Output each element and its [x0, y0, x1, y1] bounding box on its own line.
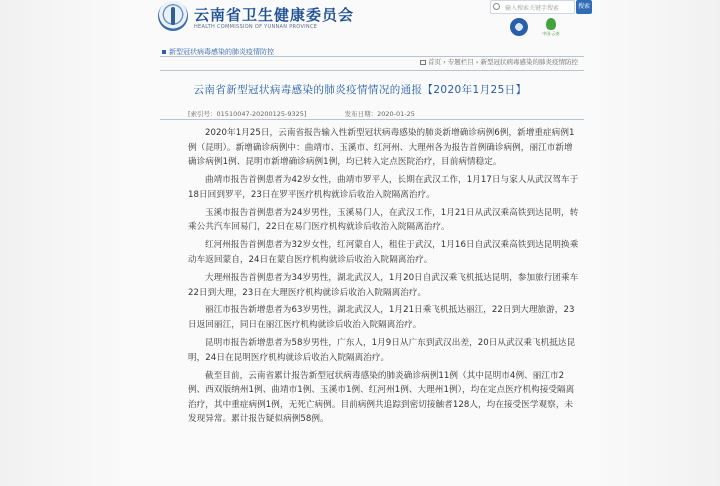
paragraph: 丽江市报告新增患者为63岁男性，湖北武汉人，1月21日乘飞机抵达丽江，22日到大理旅游，23日返回丽江，同日在丽江医疗机构就诊后收治入院隔离治疗。 — [188, 305, 575, 331]
site-header — [150, 0, 590, 46]
home-icon — [420, 60, 426, 65]
article-meta — [188, 109, 419, 118]
search-input[interactable]: 输入搜索关键字搜索 — [490, 0, 575, 14]
search-button[interactable]: 搜索 — [576, 0, 592, 14]
emblem-badge-icon[interactable] — [510, 18, 528, 36]
badge-text: 中国·云南 — [542, 31, 560, 36]
divider — [160, 119, 584, 120]
paragraph: 昆明市报告新增患者为58岁男性，广东人，1月9日从广东到武汉出差，20日从武汉乘飞机抵达昆明，24日在昆明医疗机构就诊后收治入院隔离治疗。 — [188, 338, 576, 363]
yunnan-badge-icon[interactable] — [542, 18, 560, 36]
emblem-icon[interactable] — [158, 1, 188, 31]
search-icon — [493, 3, 500, 10]
site-title[interactable]: 云南省卫生健康委员会 — [194, 6, 355, 24]
paragraph: 截至目前，云南省累计报告新型冠状病毒感染的肺炎确诊病例11例（其中昆明市4例、丽江市2例、西双版纳州1例、曲靖市1例、玉溪市1例、红河州1例、大理州1例），均在定点医疗机构接受隔离治疗，其中重症病例1例，无死亡病例。目前病例共追踪到密切接触者128人，均在接受医学观察，未发现异常。累计报告疑似病例58例。 — [188, 370, 575, 425]
paragraph: 2020年1月25日，云南省报告输入性新型冠状病毒感染的肺炎新增确诊病例6例，新增重症病例1例（昆明）。新增确诊病例中：曲靖市、玉溪市、红河州、大理州各为报告首例确诊病例，丽江市新增确诊病例1例、昆明市新增确诊病例1例，均已转入定点医院治疗，目前病情稳定。 — [188, 128, 575, 168]
paragraph: 玉溪市报告首例患者为24岁男性，玉溪易门人，在武汉工作，1月21日从武汉乘高铁到达昆明，转乘公共汽车回易门，22日在易门医疗机构就诊后收治入院隔离治疗。 — [188, 207, 579, 233]
bullet-icon — [162, 50, 166, 54]
index-number: [索引号：01510047-20200125-9325] — [188, 110, 307, 118]
publish-date: 发布日期：2020-01-25 — [344, 110, 415, 118]
section-link-label: 新型冠状病毒感染的肺炎疫情防控 — [169, 48, 274, 56]
breadcrumb-text: 首页 › 专题栏目 › 新型冠状病毒感染的肺炎疫情防控 — [428, 58, 578, 66]
article-body — [188, 126, 580, 430]
paragraph: 曲靖市报告首例患者为42岁女性，曲靖市罗平人，长期在武汉工作，1月17日与家人从武汉驾车于18日回到罗平，23日在罗平医疗机构就诊后收治入院隔离治疗。 — [188, 175, 579, 200]
article-title: 云南省新型冠状病毒感染的肺炎疫情情况的通报【2020年1月25日】 — [193, 84, 527, 96]
site-subtitle: HEALTH COMMISSION OF YUNNAN PROVINCE — [194, 24, 318, 30]
divider — [160, 70, 584, 71]
paragraph: 大理州报告首例患者为34岁男性，湖北武汉人，1月20日自武汉乘飞机抵达昆明，参加旅行团乘车22日到大理，23日在大理医疗机构就诊后收治入院隔离治疗。 — [188, 272, 579, 298]
breadcrumb[interactable] — [420, 57, 578, 66]
leaf-icon — [546, 18, 556, 30]
paragraph: 红河州报告首例患者为32岁女性，红河蒙自人，租住于武汉，1月16日自武汉乘高铁到达昆明换乘动车返回蒙自，24日在蒙自医疗机构就诊后收治入院隔离治疗。 — [188, 240, 579, 265]
